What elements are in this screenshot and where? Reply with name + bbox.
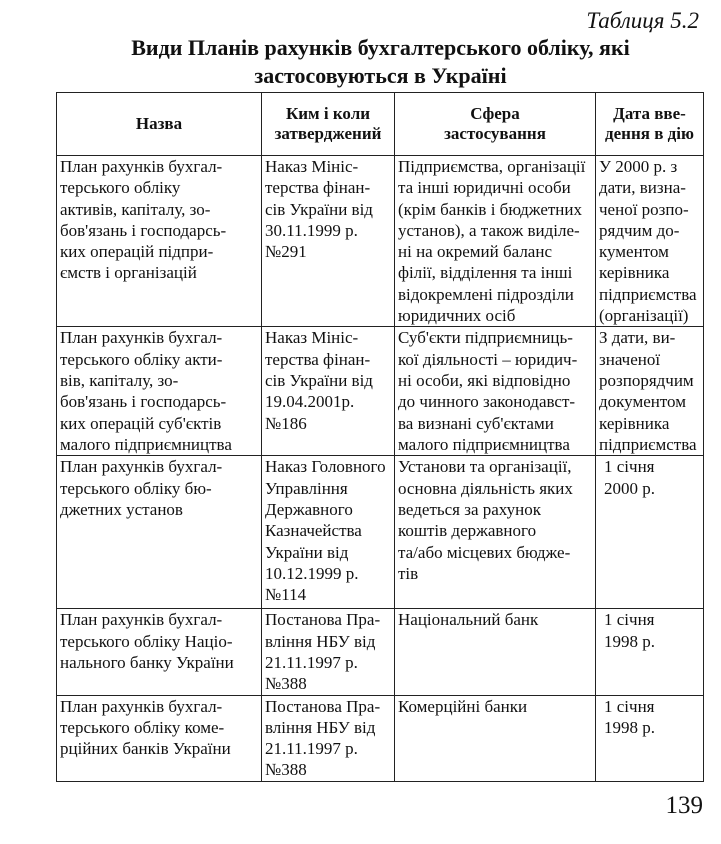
- header-approved: [262, 93, 395, 156]
- cell-line: ких операцій підпри-: [60, 242, 214, 262]
- cell-date: [596, 327, 704, 456]
- cell-line: терського обліку: [60, 178, 181, 198]
- cell-scope: [395, 327, 596, 456]
- cell-line: вління НБУ від: [265, 631, 376, 651]
- cell-line: вів, капіталу, зо-: [60, 370, 179, 390]
- cell-line: 1 січня: [604, 696, 655, 716]
- cell-line: кументом: [599, 242, 669, 262]
- cell-line: №291: [265, 242, 307, 262]
- cell-line: 1 січня: [604, 457, 655, 477]
- cell-line: Постанова Пра-: [265, 610, 381, 630]
- cell-line: бов'язань і господарсь-: [60, 220, 227, 240]
- cell-line: (крім банків і бюджетних: [398, 199, 583, 219]
- cell-line: малого підприємництва: [60, 434, 232, 454]
- cell-line: до чинного законодавст-: [398, 392, 576, 412]
- cell-line: Наказ Мініс-: [265, 328, 359, 348]
- header-line: Ким і коли: [285, 104, 371, 123]
- cell-line: керівника: [599, 263, 670, 283]
- cell-line: терства фінан-: [265, 178, 371, 198]
- cell-line: коштів державного: [398, 521, 537, 541]
- cell-line: установ), а також виділе-: [398, 220, 580, 240]
- cell-line: 19.04.2001р.: [265, 392, 355, 412]
- cell-line: основна діяльність яких: [398, 478, 573, 498]
- cell-approved: [262, 327, 395, 456]
- cell-line: План рахунків бухгал-: [60, 157, 223, 176]
- header-date: [596, 93, 704, 156]
- cell-line: №186: [265, 413, 307, 433]
- cell-name: [57, 327, 262, 456]
- header-scope: [395, 93, 596, 156]
- cell-line: відокремлені підрозділи: [398, 284, 574, 304]
- cell-line: 2000 р.: [604, 478, 655, 498]
- cell-line: 1 січня: [604, 610, 655, 630]
- cell-line: З дати, ви-: [599, 328, 676, 348]
- header-row: [57, 93, 704, 156]
- cell-line: Державного: [265, 499, 353, 519]
- cell-line: бов'язань і господарсь-: [60, 392, 227, 412]
- header-line: дення в дію: [605, 124, 694, 143]
- cell-name: [57, 456, 262, 609]
- cell-line: керівника: [599, 413, 670, 433]
- cell-line: джетних установ: [60, 499, 183, 519]
- cell-line: сів України від: [265, 199, 373, 219]
- cell-date: [596, 609, 704, 695]
- cell-line: (організації): [599, 306, 689, 326]
- cell-line: 21.11.1997 р.: [265, 652, 358, 672]
- cell-line: ні на окремий баланс: [398, 242, 552, 262]
- cell-line: терського обліку бю-: [60, 478, 212, 498]
- cell-line: Наказ Головного: [265, 457, 386, 477]
- table-row: [57, 695, 704, 781]
- header-line: застосування: [444, 124, 546, 143]
- cell-name: [57, 695, 262, 781]
- table-row: [57, 609, 704, 695]
- cell-line: підприємства: [599, 434, 697, 454]
- cell-line: терства фінан-: [265, 349, 371, 369]
- cell-line: та/або місцевих бюдже-: [398, 542, 571, 562]
- cell-line: ємств і організацій: [60, 263, 197, 283]
- cell-line: активів, капіталу, зо-: [60, 199, 211, 219]
- cell-line: та інші юридичні особи: [398, 178, 571, 198]
- cell-line: №114: [265, 585, 307, 605]
- cell-line: 1998 р.: [604, 631, 655, 651]
- cell-line: терського обліку акти-: [60, 349, 223, 369]
- cell-date: [596, 456, 704, 609]
- cell-name: [57, 156, 262, 327]
- title-line: Види Планів рахунків бухгалтерського обліку, які: [131, 35, 630, 60]
- cell-line: дати, визна-: [599, 178, 686, 198]
- header-line: Дата вве-: [613, 104, 686, 123]
- cell-line: документом: [599, 392, 686, 412]
- cell-line: вління НБУ від: [265, 717, 376, 737]
- header-line: Сфера: [470, 104, 520, 123]
- cell-line: юридичних осіб: [398, 306, 516, 326]
- cell-scope: [395, 156, 596, 327]
- cell-line: кої діяльності – юридич-: [398, 349, 578, 369]
- table-row: [57, 327, 704, 456]
- cell-approved: [262, 609, 395, 695]
- cell-line: Установи та організації,: [398, 457, 572, 477]
- cell-line: 30.11.1999 р.: [265, 220, 358, 240]
- cell-date: [596, 695, 704, 781]
- cell-line: Наказ Мініс-: [265, 157, 359, 176]
- cell-line: ва визнані суб'єктами: [398, 413, 554, 433]
- cell-line: філії, відділення та інші: [398, 263, 573, 283]
- cell-line: План рахунків бухгал-: [60, 457, 223, 477]
- cell-line: 10.12.1999 р.: [265, 563, 359, 583]
- cell-approved: [262, 695, 395, 781]
- cell-line: Комерційні банки: [398, 696, 528, 716]
- cell-name: [57, 609, 262, 695]
- cell-line: №388: [265, 674, 307, 694]
- table-label: Таблиця 5.2: [586, 8, 699, 33]
- cell-line: ких операцій суб'єктів: [60, 413, 222, 433]
- cell-line: підприємства: [599, 284, 697, 304]
- title-line: застосовуються в Україні: [254, 63, 507, 88]
- page-number: 139: [665, 792, 703, 819]
- cell-line: тів: [398, 563, 419, 583]
- cell-line: Управління: [265, 478, 348, 498]
- cell-line: План рахунків бухгал-: [60, 328, 223, 348]
- cell-line: сів України від: [265, 370, 373, 390]
- cell-line: терського обліку коме-: [60, 717, 225, 737]
- cell-line: нального банку України: [60, 652, 234, 672]
- cell-line: значеної: [599, 349, 661, 369]
- cell-line: розпорядчим: [599, 370, 694, 390]
- chart-of-accounts-table: [56, 92, 704, 782]
- cell-line: ні особи, які відповідно: [398, 370, 571, 390]
- cell-line: Національний банк: [398, 610, 539, 630]
- cell-approved: [262, 456, 395, 609]
- cell-line: №388: [265, 760, 307, 780]
- cell-line: План рахунків бухгал-: [60, 696, 223, 716]
- cell-line: Постанова Пра-: [265, 696, 381, 716]
- cell-date: [596, 156, 704, 327]
- cell-scope: [395, 456, 596, 609]
- cell-line: рційних банків України: [60, 739, 231, 759]
- cell-line: У 2000 р. з: [599, 157, 678, 176]
- cell-scope: [395, 695, 596, 781]
- cell-line: Казначейства: [265, 521, 362, 541]
- cell-scope: [395, 609, 596, 695]
- table-row: [57, 456, 704, 609]
- cell-line: терського обліку Націо-: [60, 631, 233, 651]
- cell-line: План рахунків бухгал-: [60, 610, 223, 630]
- cell-approved: [262, 156, 395, 327]
- cell-line: Суб'єкти підприємниць-: [398, 328, 573, 348]
- header-name: [57, 93, 262, 156]
- cell-line: рядчим до-: [599, 220, 680, 240]
- table-row: [57, 156, 704, 327]
- cell-line: малого підприємництва: [398, 434, 570, 454]
- cell-line: ченої розпо-: [599, 199, 689, 219]
- header-line: Назва: [135, 114, 183, 133]
- table-title: [60, 34, 701, 90]
- cell-line: 21.11.1997 р.: [265, 739, 358, 759]
- cell-line: ведеться за рахунок: [398, 499, 542, 519]
- cell-line: 1998 р.: [604, 717, 655, 737]
- cell-line: Підприємства, організації: [398, 157, 586, 176]
- cell-line: України від: [265, 542, 349, 562]
- header-line: затверджений: [274, 124, 382, 143]
